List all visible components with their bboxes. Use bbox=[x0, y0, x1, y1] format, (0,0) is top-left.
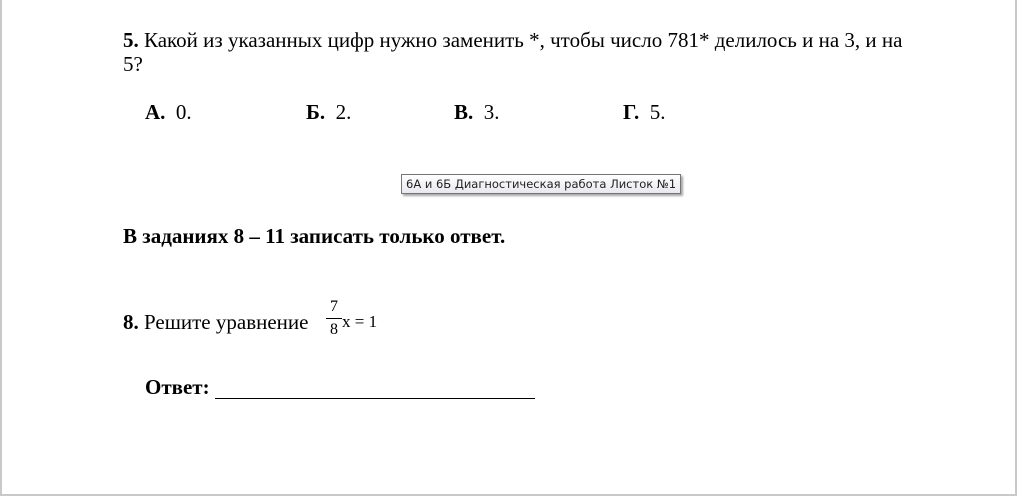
fraction-denominator: 8 bbox=[330, 321, 338, 338]
instruction-heading: В заданиях 8 – 11 записать только ответ. bbox=[123, 224, 506, 248]
equation-rest: x = 1 bbox=[342, 312, 378, 331]
answer-blank-line[interactable] bbox=[215, 398, 535, 399]
document-title-tooltip: 6А и 6Б Диагностическая работа Листок №1 bbox=[401, 174, 681, 194]
fraction-numerator: 7 bbox=[330, 298, 338, 315]
question-5-text: Какой из указанных цифр нужно заменить *, чтобы число 781* делилось и на 3, и на bbox=[144, 28, 903, 52]
option-d bbox=[623, 100, 666, 125]
question-5-number: 5. bbox=[123, 28, 139, 52]
option-c-value: 3. bbox=[483, 100, 500, 124]
option-d-label: Г. bbox=[623, 100, 640, 124]
question-8-number: 8. bbox=[123, 310, 139, 334]
answer-label: Ответ: bbox=[145, 375, 210, 399]
option-d-value: 5. bbox=[649, 100, 666, 124]
question-8-prompt: Решите уравнение bbox=[144, 310, 309, 334]
option-a-value: 0. bbox=[175, 100, 192, 124]
option-c bbox=[454, 100, 500, 125]
fraction-bar bbox=[326, 318, 342, 319]
option-a-label: А. bbox=[145, 100, 166, 124]
question-5-text-line1 bbox=[123, 28, 902, 53]
option-b-value: 2. bbox=[335, 100, 352, 124]
option-b-label: Б. bbox=[306, 100, 326, 124]
equation-fraction bbox=[326, 298, 342, 339]
option-c-label: В. bbox=[454, 100, 474, 124]
question-8-text bbox=[123, 310, 308, 335]
option-b bbox=[306, 100, 351, 125]
question-5-text-line2: 5? bbox=[123, 52, 143, 76]
option-a bbox=[145, 100, 192, 125]
